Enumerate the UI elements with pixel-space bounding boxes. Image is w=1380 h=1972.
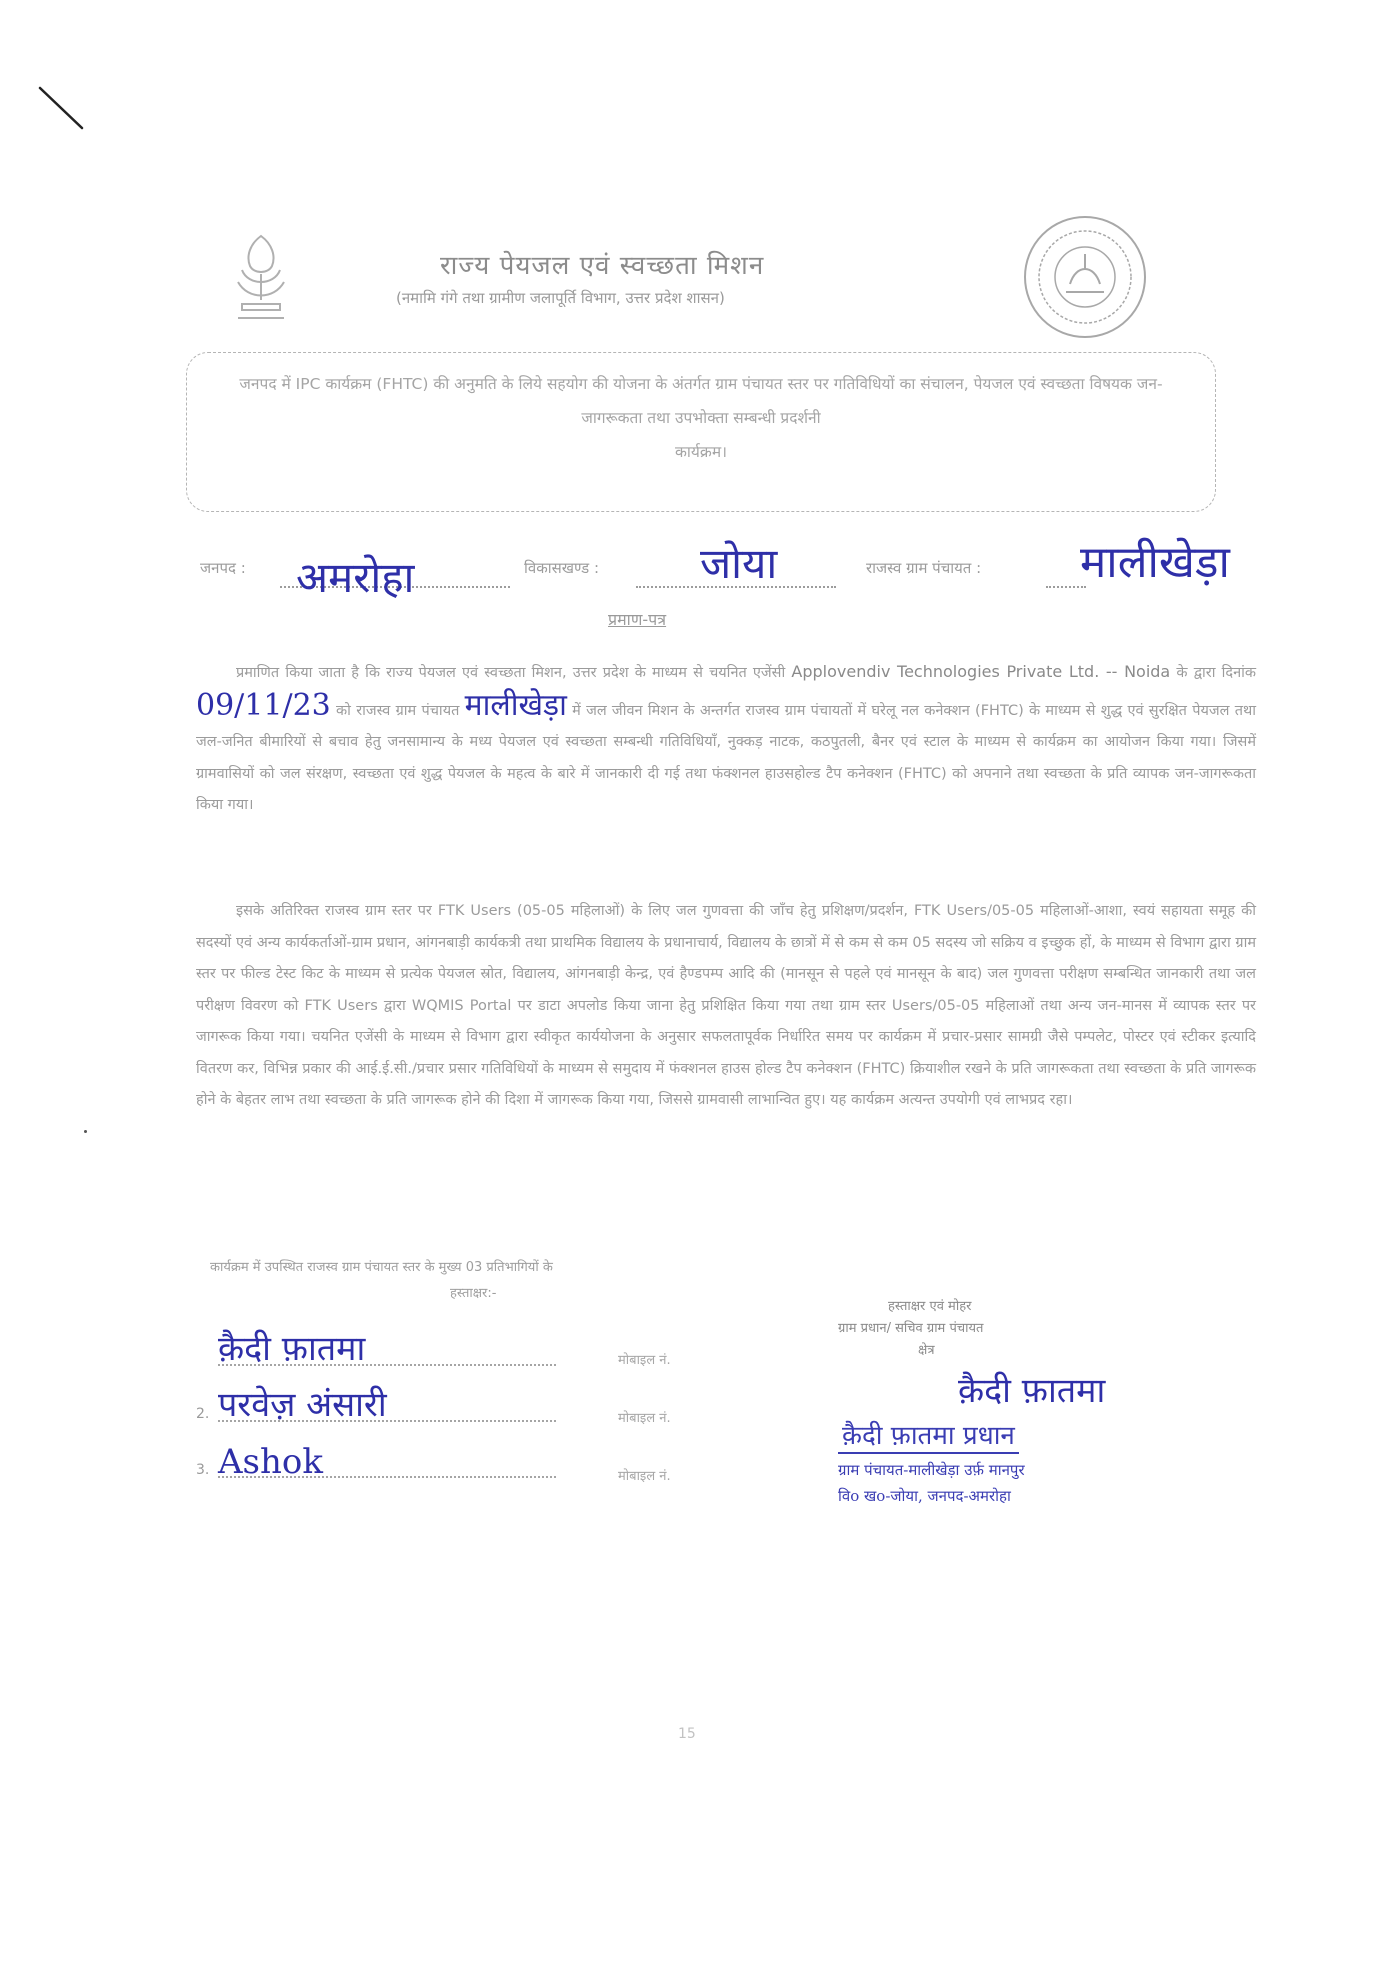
p1-start: प्रमाणित किया जाता है कि राज्य पेयजल एवं स्वच्छता मिशन, उत्तर प्रदेश के माध्यम से चयनित एजेंसी bbox=[236, 665, 786, 681]
p1-rest: में जल जीवन मिशन के अन्तर्गत राजस्व ग्राम पंचायतों में घरेलू नल कनेक्शन (FHTC) के माध्यम से शुद्ध एवं सुरक्षित पेयजल तथा जल-जनित बीमारियों से बचाव हेतु जनसामान्य के मध्य पेयजल एवं स्वच्छता सम्बन्धी गतिविधियाँ, नुक्कड़ नाटक, कठपुतली, बैनर एवं स्टाल के माध्यम से कार्यक्रम का आयोजन किया गया। जिसमें ग्रामवासियों को जल संरक्षण, स्वच्छता एवं शुद्ध पेयजल के महत्व के बारे में जानकारी दी गई तथा फंक्शनल हाउसहोल्ड टैप कनेक्शन (FHTC) को अपनाने तथा स्वच्छता के प्रति व्यापक जन-जागरूकता किया गया। bbox=[196, 702, 1257, 813]
mobile-label-2: मोबाइल नं. bbox=[618, 1411, 671, 1426]
punch-mark bbox=[84, 1130, 87, 1133]
header-title: राज्य पेयजल एवं स्वच्छता मिशन bbox=[440, 251, 765, 281]
panchayat-value: मालीखेड़ा bbox=[1080, 537, 1230, 588]
p1-mid2: को राजस्व ग्राम पंचायत bbox=[336, 702, 460, 719]
area-label: क्षेत्र bbox=[918, 1343, 935, 1358]
p1-mid: के द्वारा दिनांक bbox=[1176, 665, 1257, 681]
pradhan-secretary-label: ग्राम प्रधान/ सचिव ग्राम पंचायत bbox=[838, 1321, 984, 1336]
participant-signatures bbox=[196, 1318, 616, 1486]
block-label: विकासखण्ड : bbox=[524, 559, 600, 577]
stamp-line-2: ग्राम पंचायत-मालीखेड़ा उर्फ़ मानपुर bbox=[838, 1461, 1025, 1479]
pradhan-stamp bbox=[838, 1416, 1198, 1506]
mobile-label-1: मोबाइल नं. bbox=[618, 1353, 671, 1368]
state-emblem-icon bbox=[228, 230, 294, 326]
pradhan-signature: क़ैदी फ़ातमा bbox=[958, 1371, 1106, 1411]
block-value: जोया bbox=[700, 539, 778, 588]
signatures-note bbox=[210, 1255, 810, 1307]
mobile-label-3: मोबाइल नं. bbox=[618, 1469, 671, 1484]
subject-box bbox=[186, 352, 1216, 512]
handwritten-date: 09/11/23 bbox=[196, 687, 331, 723]
district-value: अमरोहा bbox=[296, 553, 415, 602]
agency-name: Applovendiv Technologies Private Ltd. -- Noida bbox=[791, 662, 1171, 681]
handwritten-village: मालीखेड़ा bbox=[464, 687, 567, 723]
subject-tail: कार्यक्रम। bbox=[675, 443, 727, 461]
page-number: 15 bbox=[678, 1726, 696, 1742]
location-line bbox=[200, 537, 1300, 642]
signature-number-2: 2. bbox=[196, 1406, 210, 1422]
subject-text: जनपद में IPC कार्यक्रम (FHTC) की अनुमति के लिये सहयोग की योजना के अंतर्गत ग्राम पंचायत स्तर पर गतिविधियों का संचालन, पेयजल एवं स्वच्छता विषयक जन-जागरूकता तथा उपभोक्ता सम्बन्धी प्रदर्शनी bbox=[239, 375, 1163, 427]
body-paragraph-2 bbox=[196, 896, 1256, 1117]
district-label: जनपद : bbox=[200, 559, 246, 577]
signatures-note-line2: हस्ताक्षर:- bbox=[450, 1286, 497, 1301]
signature-number-3: 3. bbox=[196, 1462, 210, 1478]
stamp-name: क़ैदी फ़ातमा प्रधान bbox=[838, 1416, 1019, 1454]
pen-stroke-mark bbox=[36, 82, 86, 132]
header-subtitle: (नमामि गंगे तथा ग्रामीण जलापूर्ति विभाग, उत्तर प्रदेश शासन) bbox=[396, 289, 725, 307]
participant-signature-1: क़ैदी फ़ातमा bbox=[218, 1329, 366, 1369]
panchayat-label: राजस्व ग्राम पंचायत : bbox=[866, 559, 982, 577]
pradhan-block bbox=[838, 1296, 1198, 1506]
p2-text: इसके अतिरिक्त राजस्व ग्राम स्तर पर FTK Users (05-05 महिलाओं) के लिए जल गुणवत्ता की जाँच हेतु प्रशिक्षण/प्रदर्शन, FTK Users/05-05 महिलाओं-आशा, स्वयं सहायता समूह की सदस्यों एवं अन्य कार्यकर्ताओं-ग्राम प्रधान, आंगनबाड़ी कार्यकत्री तथा प्राथमिक विद्यालय के प्रधानाचार्य, विद्यालय के छात्रों में से कम से कम 05 सदस्य जो सक्रिय व इच्छुक हों, के माध्यम से विभाग द्वारा ग्राम स्तर पर फील्ड टेस्ट किट के माध्यम से प्रत्येक पेयजल स्रोत, विद्यालय, आंगनबाड़ी केन्द्र, एवं हैण्डपम्प आदि की (मानसून से पहले एवं मानसून के बाद) जल गुणवत्ता परीक्षण सम्बन्धित जानकारी तथा जल परीक्षण विवरण को FTK Users द्वारा WQMIS Portal पर डाटा अपलोड किया जाना हेतु प्रशिक्षित किया गया तथा ग्राम स्तर Users/05-05 महिलाओं तथा अन्य जन-मानस में व्यापक स्तर पर जागरूक किया गया। चयनित एजेंसी के माध्यम से विभाग द्वारा स्वीकृत कार्ययोजना के अनुसार सफलतापूर्वक निर्धारित समय पर कार्यक्रम में प्रचार-प्रसार सामग्री जैसे पम्पलेट, पोस्टर एवं स्टीकर इत्यादि वितरण कर, विभिन्न प्रकार की आई.ई.सी./प्रचार प्रसार गतिविधियों के माध्यम से समुदाय में फंक्शनल हाउस होल्ड टैप कनेक्शन (FHTC) क्रियाशील रखने के प्रति जागरूकता तथा स्वच्छता के प्रति जागरूक होने के बेहतर लाभ तथा स्वच्छता के प्रति जागरूक होने की दिशा में जागरूक किया गया, जिससे ग्रामवासी लाभान्वित हुए। यह कार्यक्रम अत्यन्त उपयोगी एवं लाभप्रद रहा। bbox=[196, 903, 1256, 1108]
body-paragraph-1 bbox=[196, 656, 1256, 822]
signature-row-1 bbox=[196, 1318, 616, 1374]
signatures-note-line1: कार्यक्रम में उपस्थित राजस्व ग्राम पंचायत स्तर के मुख्य 03 प्रतिभागियों के bbox=[210, 1260, 553, 1275]
stamp-line-3: विo खo-जोया, जनपद-अमरोहा bbox=[838, 1487, 1011, 1505]
participant-signature-3: Ashok bbox=[218, 1442, 323, 1482]
mission-seal-icon bbox=[1022, 214, 1148, 340]
sign-seal-label: हस्ताक्षर एवं मोहर bbox=[888, 1299, 972, 1314]
signature-row-2 bbox=[196, 1374, 616, 1430]
signature-row-3 bbox=[196, 1430, 616, 1486]
participant-signature-2: परवेज़ अंसारी bbox=[218, 1385, 387, 1425]
certificate-title: प्रमाण-पत्र bbox=[608, 610, 667, 629]
mobile-column bbox=[618, 1332, 671, 1506]
